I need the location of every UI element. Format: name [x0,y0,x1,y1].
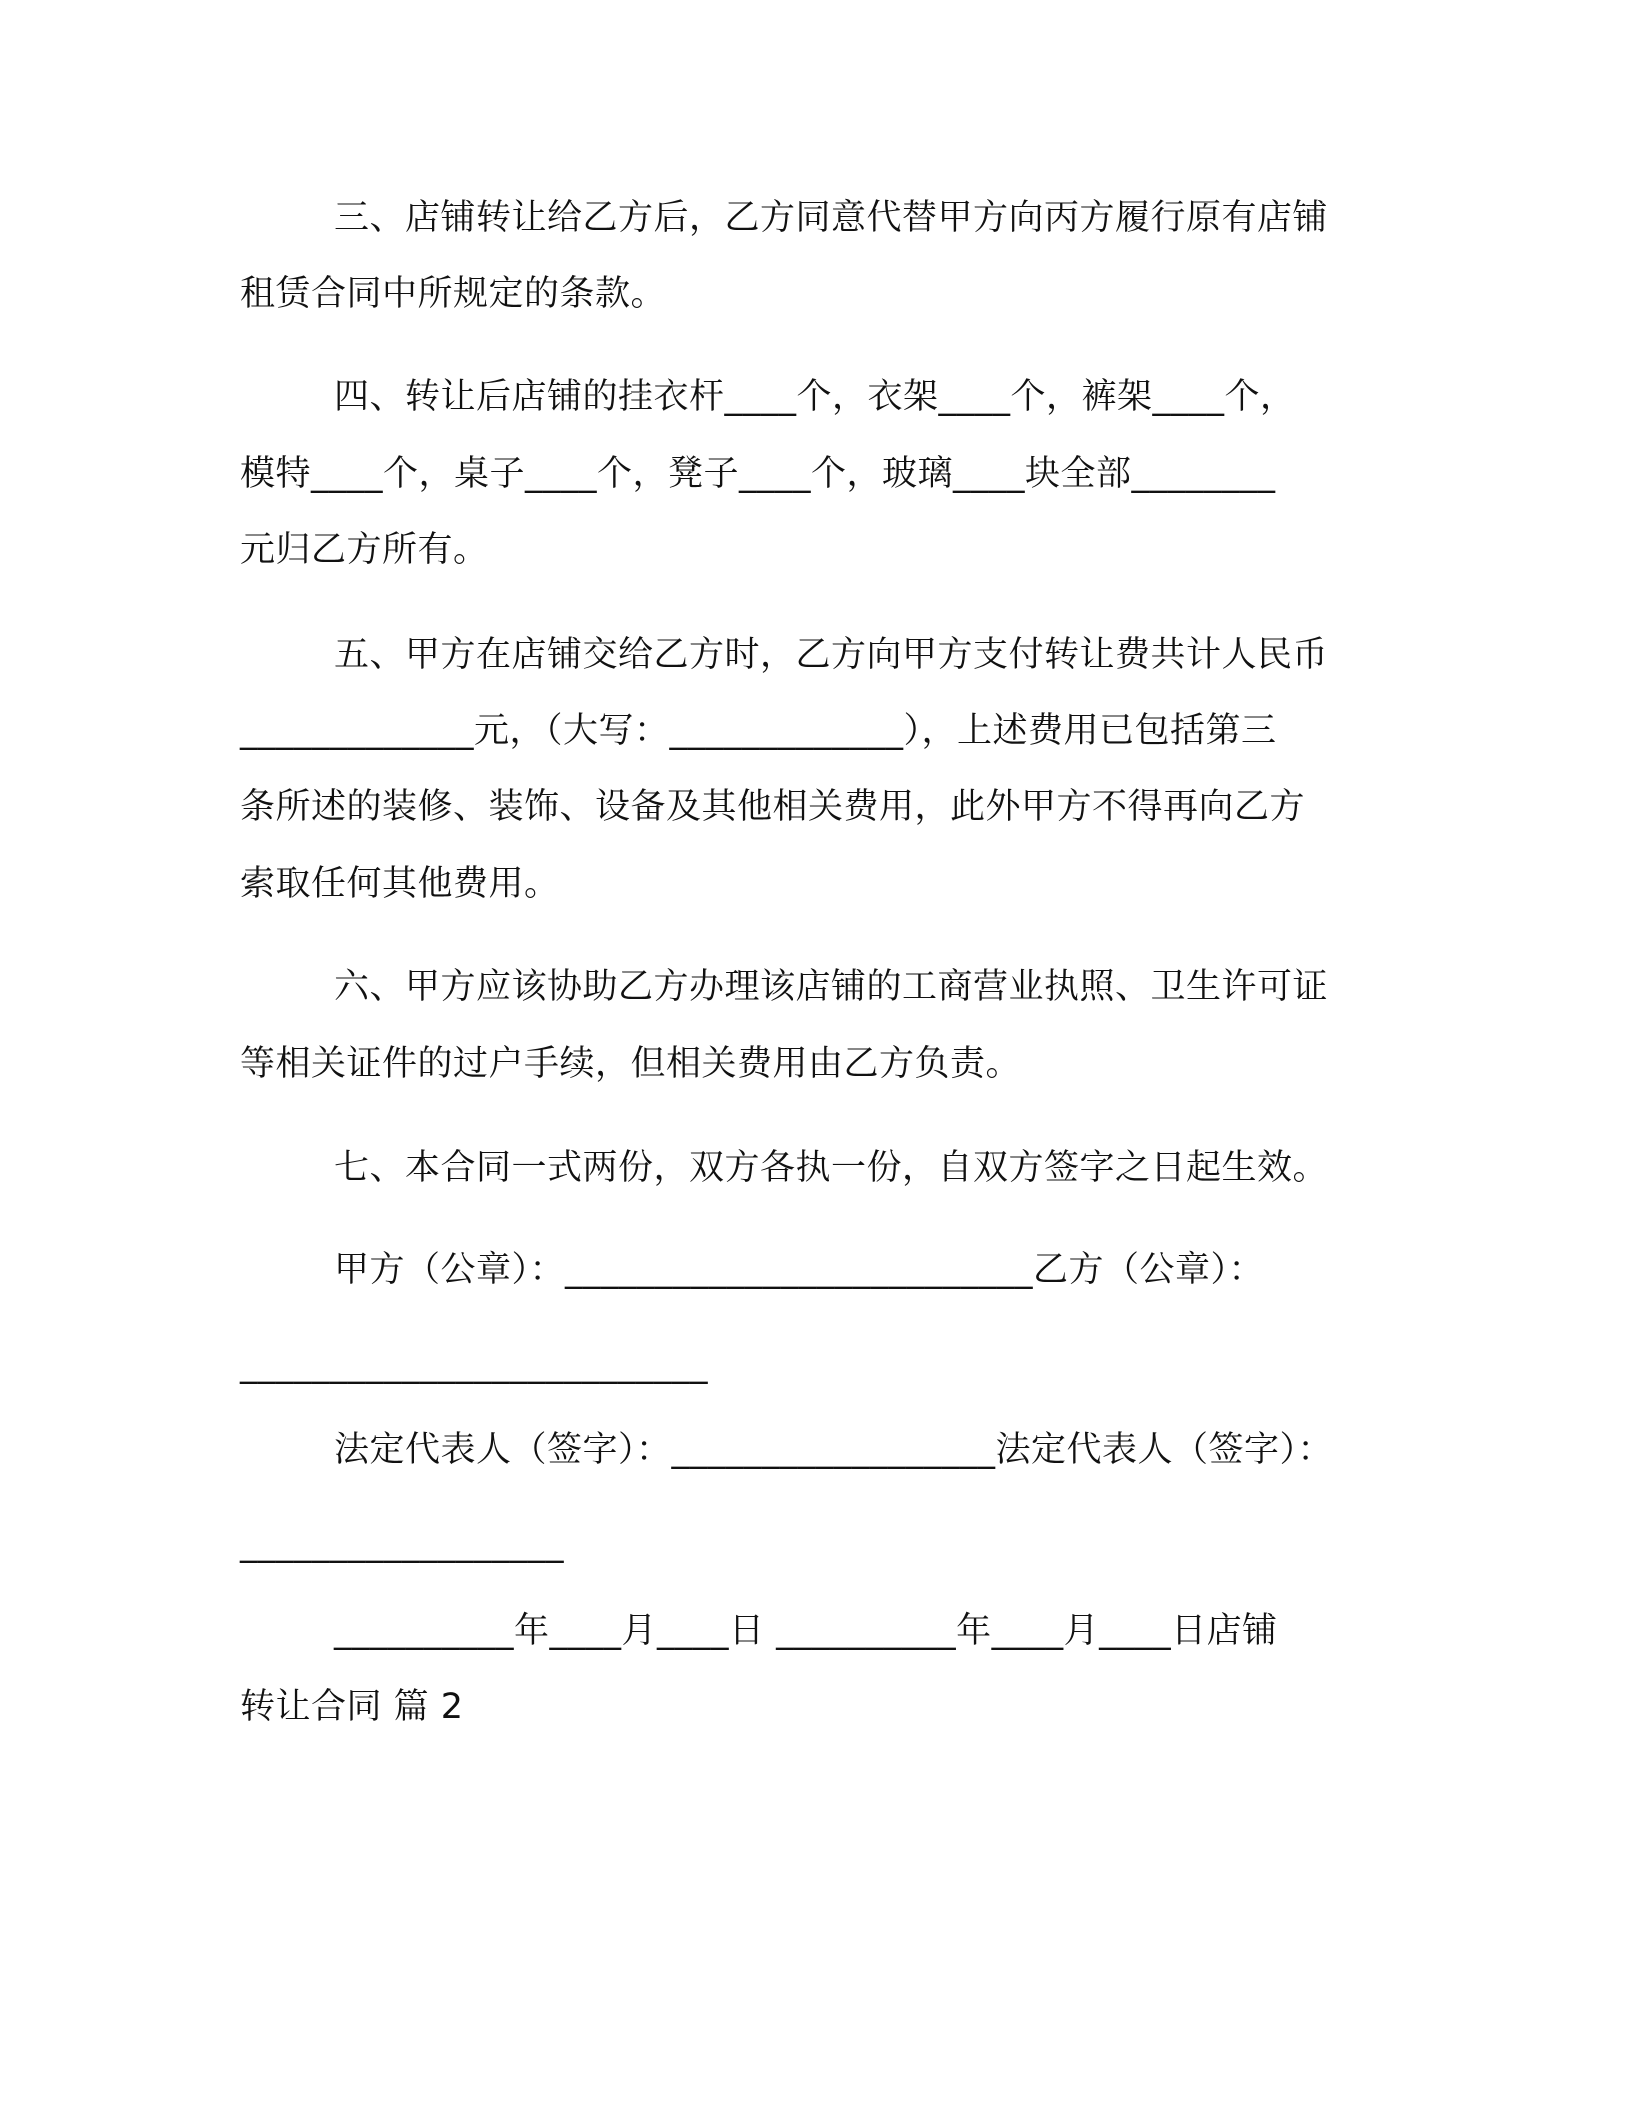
next-contract-title: 转让合同 篇 2 [240,1687,464,1727]
clause-4-line-3: 元归乙方所有。 [240,530,489,570]
clause-4-line-1: 四、转让后店铺的挂衣杆____个，衣架____个，裤架____个， [334,377,1296,417]
party-b-representative-blank: __________________ [240,1524,564,1564]
clause-5-line-3: 条所述的装修、装饰、设备及其他相关费用，此外甲方不得再向乙方 [240,787,1306,827]
date-line: __________年____月____日 __________年____月____日店铺 [334,1611,1278,1651]
clause-4-line-2: 模特____个，桌子____个，凳子____个，玻璃____块全部________ [240,454,1276,494]
clause-3-line-2: 租赁合同中所规定的条款。 [240,274,667,314]
clause-5-line-4: 索取任何其他费用。 [240,864,560,904]
party-b-seal-blank: __________________________ [240,1345,708,1385]
clause-7-line-1: 七、本合同一式两份，双方各执一份，自双方签字之日起生效。 [334,1148,1329,1188]
clause-3-line-1: 三、店铺转让给乙方后，乙方同意代替甲方向丙方履行原有店铺 [334,198,1329,238]
clause-5-line-1: 五、甲方在店铺交给乙方时，乙方向甲方支付转让费共计人民币 [334,635,1329,675]
party-seal-line: 甲方（公章）：__________________________乙方（公章）： [334,1250,1265,1290]
clause-6-line-1: 六、甲方应该协助乙方办理该店铺的工商营业执照、卫生许可证 [334,967,1329,1007]
clause-5-line-2: _____________元，（大写：_____________），上述费用已包括第三 [240,711,1277,751]
legal-representative-line: 法定代表人（签字）：__________________法定代表人（签字）： [334,1430,1334,1470]
clause-6-line-2: 等相关证件的过户手续，但相关费用由乙方负责。 [240,1044,1022,1084]
